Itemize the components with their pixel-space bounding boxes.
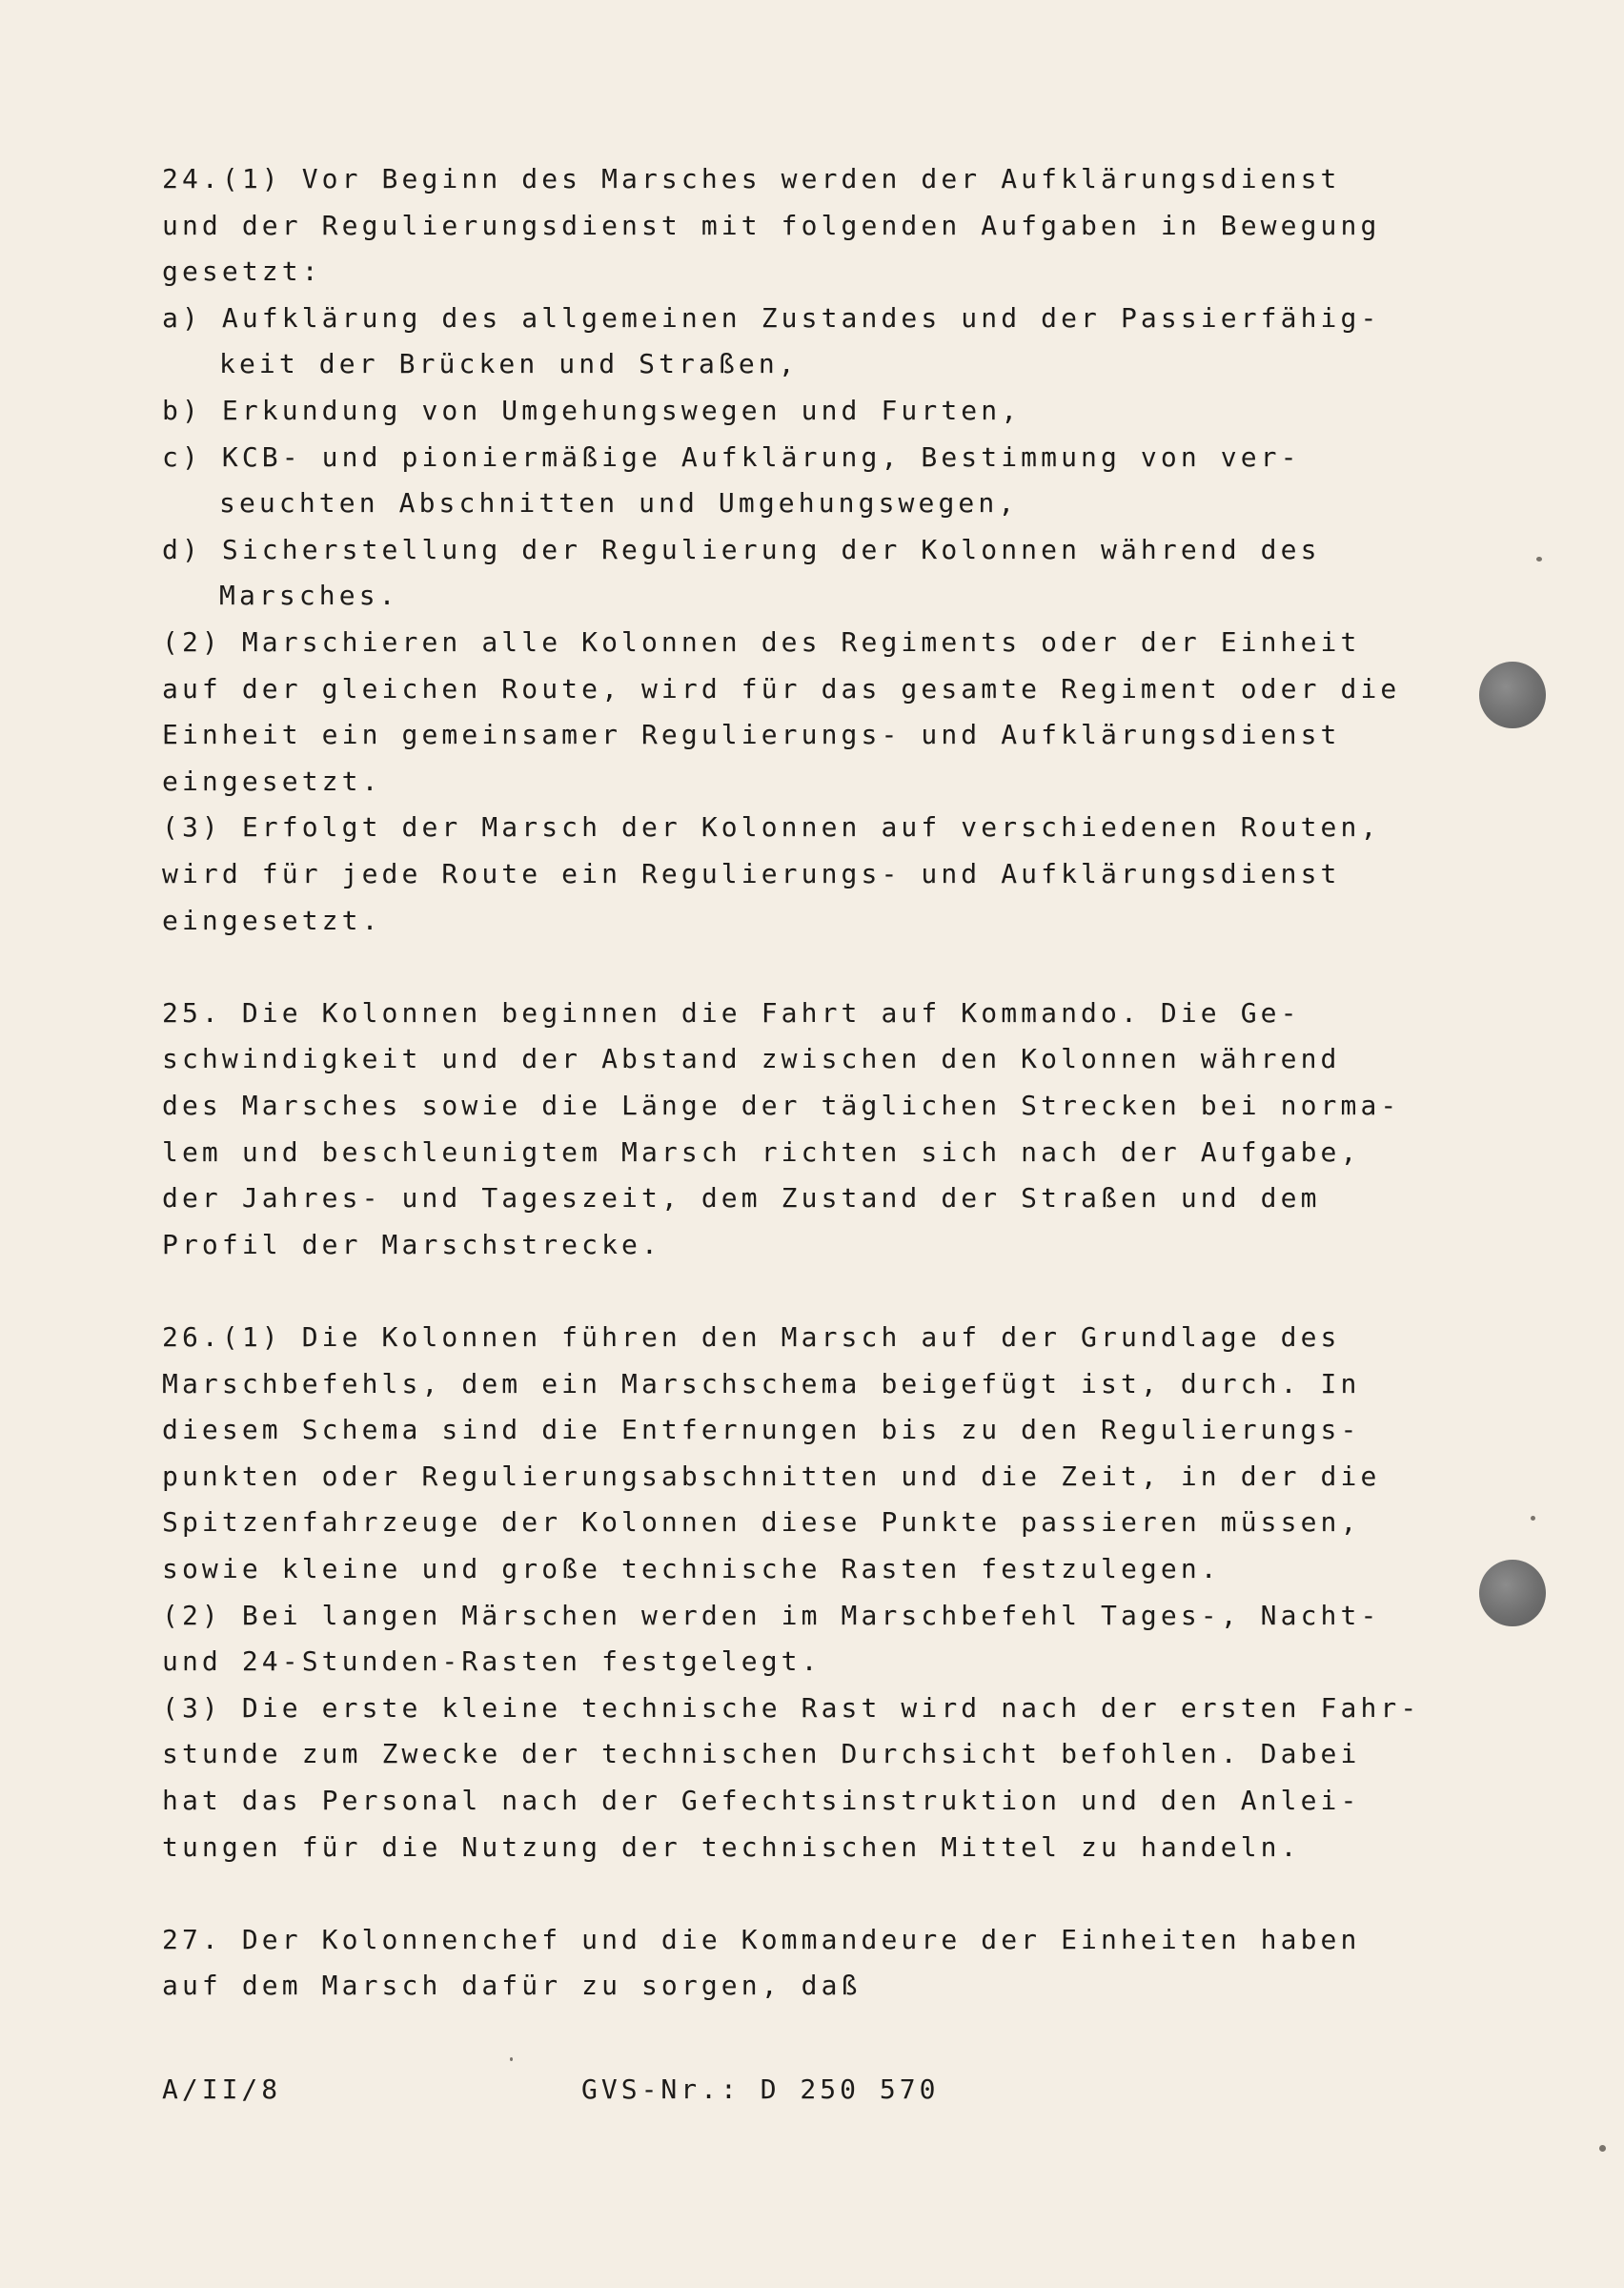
text-line: der Jahres- und Tageszeit, dem Zustand der Straßen und dem xyxy=(162,1182,1321,1215)
text-line: (2) Marschieren alle Kolonnen des Regiments oder der Einheit xyxy=(162,626,1361,658)
text-line: keit der Brücken und Straßen, xyxy=(219,348,799,380)
text-line: auf der gleichen Route, wird für das gesamte Regiment oder die xyxy=(162,672,1401,705)
text-line: hat das Personal nach der Gefechtsinstruktion und den Anlei- xyxy=(162,1785,1361,1816)
text-line: Marschbefehls, dem ein Marschschema beigefügt ist, durch. In xyxy=(162,1367,1361,1399)
paper-speck xyxy=(1599,2145,1606,2152)
text-line: wird für jede Route ein Regulierungs- und Aufklärungsdienst xyxy=(162,858,1341,889)
text-line: 24.(1) Vor Beginn des Marsches werden der Aufklärungsdienst xyxy=(162,163,1341,194)
text-line: 25. Die Kolonnen beginnen die Fahrt auf Kommando. Die Ge- xyxy=(162,996,1301,1029)
text-line: des Marsches sowie die Länge der täglichen Strecken bei norma- xyxy=(162,1090,1401,1121)
text-line: a) Aufklärung des allgemeinen Zustandes und der Passierfähig- xyxy=(162,301,1381,334)
text-line: sowie kleine und große technische Rasten festzulegen. xyxy=(162,1553,1221,1584)
punch-hole-lower xyxy=(1479,1560,1546,1626)
text-line: 27. Der Kolonnenchef und die Kommandeure der Einheiten haben xyxy=(162,1923,1361,1955)
paper-speck xyxy=(1536,557,1542,562)
text-line: gesetzt: xyxy=(162,255,322,288)
text-line: (2) Bei langen Märschen werden im Marschbefehl Tages-, Nacht- xyxy=(162,1599,1381,1631)
text-line: Spitzenfahrzeuge der Kolonnen diese Punkte passieren müssen, xyxy=(162,1506,1361,1539)
text-line: (3) Die erste kleine technische Rast wird nach der ersten Fahr- xyxy=(162,1691,1421,1724)
text-line: auf dem Marsch dafür zu sorgen, daß xyxy=(162,1970,862,2002)
text-line: Marsches. xyxy=(219,580,399,612)
text-line: (3) Erfolgt der Marsch der Kolonnen auf verschiedenen Routen, xyxy=(162,811,1381,844)
text-line: schwindigkeit und der Abstand zwischen den Kolonnen während xyxy=(162,1043,1341,1075)
text-line: punkten oder Regulierungsabschnitten und die Zeit, in der die xyxy=(162,1460,1381,1492)
text-line: diesem Schema sind die Entfernungen bis zu den Regulierungs- xyxy=(162,1414,1361,1446)
text-line: seuchten Abschnitten und Umgehungswegen, xyxy=(219,487,1019,520)
paper-speck xyxy=(510,2057,513,2061)
text-line: c) KCB- und pioniermäßige Aufklärung, Bestimmung von ver- xyxy=(162,440,1301,473)
paper-speck xyxy=(1531,1516,1535,1521)
gvs-number: GVS-Nr.: D 250 570 xyxy=(581,2074,940,2105)
text-line: b) Erkundung von Umgehungswegen und Furten, xyxy=(162,395,1022,426)
text-line: eingesetzt. xyxy=(162,904,382,936)
text-line: Einheit ein gemeinsamer Regulierungs- und Aufklärungsdienst xyxy=(162,719,1341,751)
page-reference: A/II/8 xyxy=(162,2074,282,2105)
text-line: stunde zum Zwecke der technischen Durchsicht befohlen. Dabei xyxy=(162,1738,1361,1770)
text-line: und der Regulierungsdienst mit folgenden Aufgaben in Bewegung xyxy=(162,209,1381,241)
text-line: lem und beschleunigtem Marsch richten sich nach der Aufgabe, xyxy=(162,1135,1361,1168)
text-line: tungen für die Nutzung der technischen Mittel zu handeln. xyxy=(162,1830,1301,1863)
text-line: Profil der Marschstrecke. xyxy=(162,1228,661,1260)
punch-hole-upper xyxy=(1479,662,1546,728)
text-line: und 24-Stunden-Rasten festgelegt. xyxy=(162,1645,822,1678)
text-line: 26.(1) Die Kolonnen führen den Marsch auf der Grundlage des xyxy=(162,1321,1341,1353)
text-line: eingesetzt. xyxy=(162,765,382,797)
text-line: d) Sicherstellung der Regulierung der Kolonnen während des xyxy=(162,533,1321,565)
